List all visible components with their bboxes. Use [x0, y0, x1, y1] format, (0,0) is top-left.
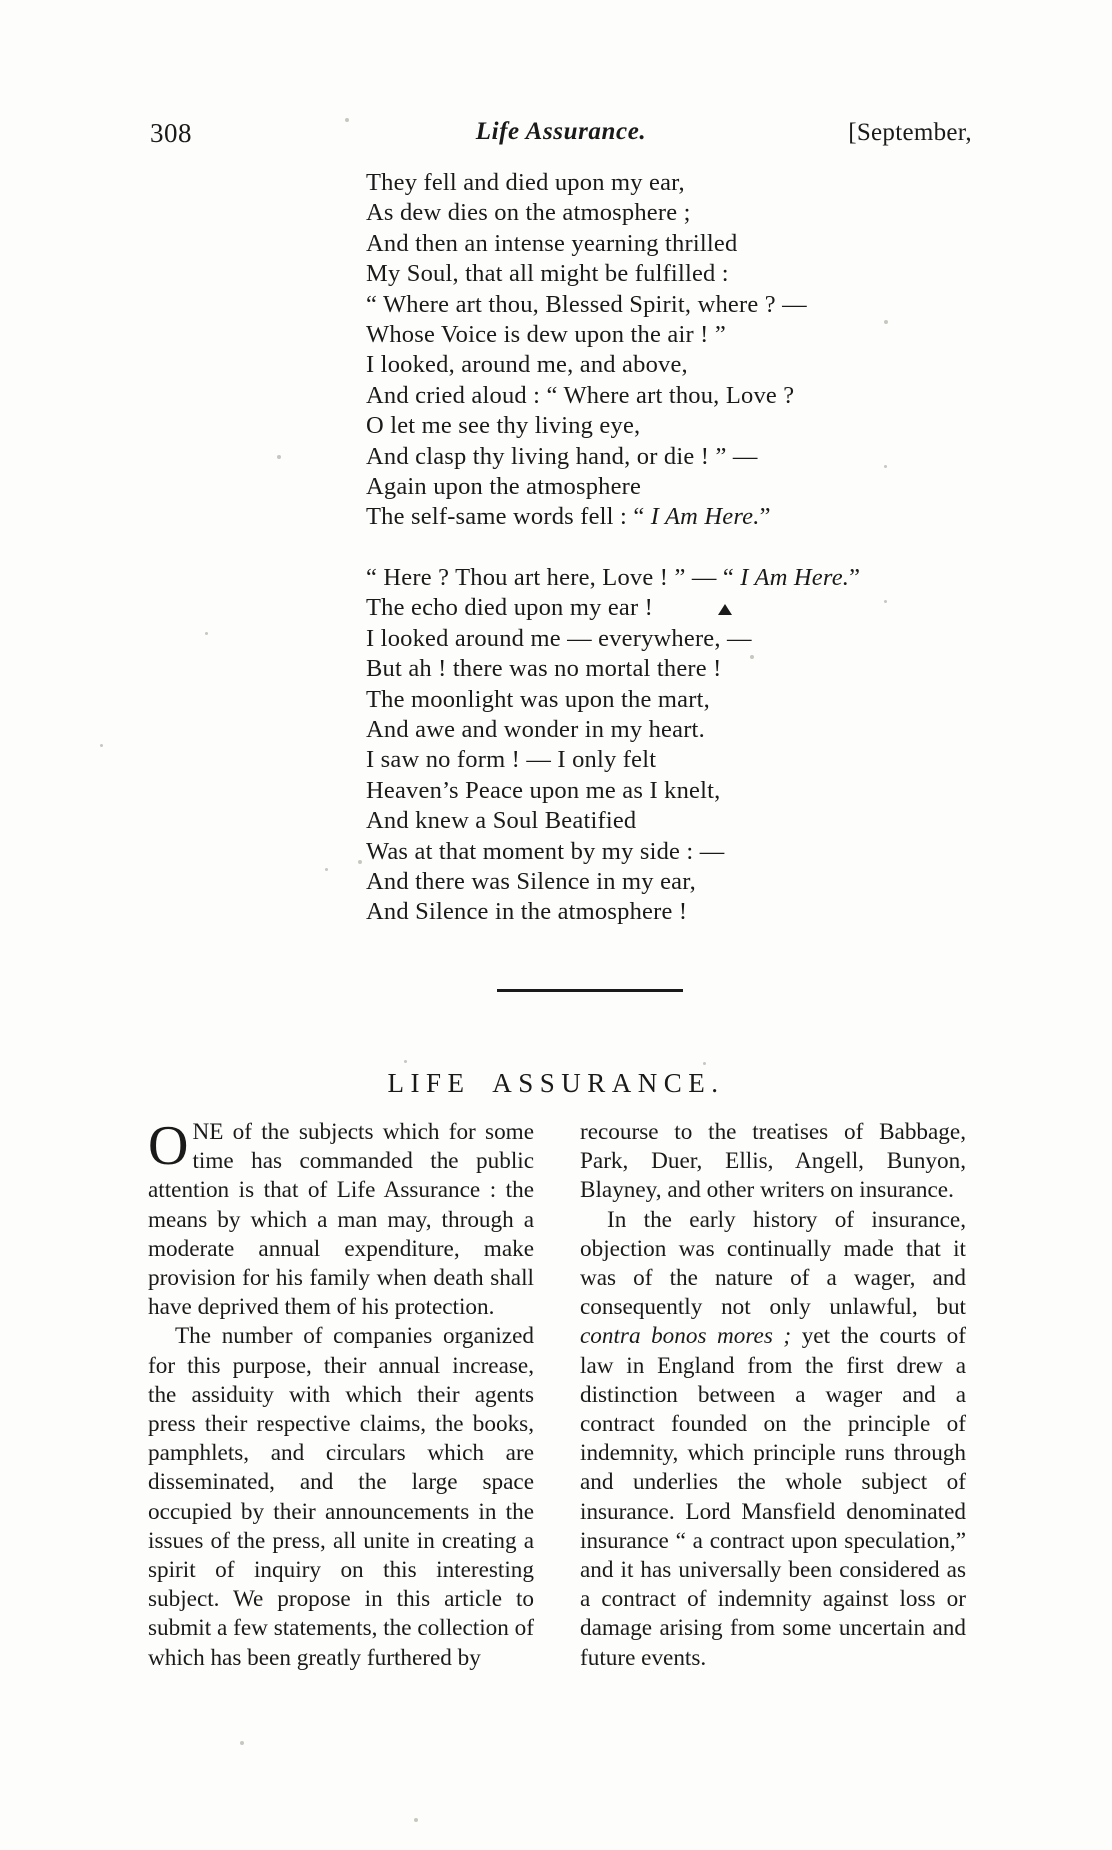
poem-line: I looked around me — everywhere, —	[366, 624, 752, 652]
poem-line: But ah ! there was no mortal there !	[366, 655, 722, 683]
poem	[366, 168, 966, 928]
poem-line: And cried aloud : “ Where art thou, Love ?	[366, 381, 795, 409]
poem-line: And Silence in the atmosphere !	[366, 898, 688, 926]
poem-line: And knew a Soul Beatified	[366, 807, 637, 835]
paper-speck	[240, 1741, 244, 1745]
article-body	[148, 1115, 966, 1673]
right-column	[580, 1118, 966, 1673]
poem-line: Was at that moment by my side : —	[366, 837, 725, 865]
poem-line: They fell and died upon my ear,	[366, 169, 685, 196]
poem-line: The echo died upon my ear !	[366, 594, 654, 622]
running-title: Life Assurance.	[475, 118, 647, 145]
paper-speck	[414, 1818, 418, 1822]
poem-line: The moonlight was upon the mart,	[366, 685, 710, 713]
poem-line: Heaven’s Peace upon me as I knelt,	[366, 776, 721, 804]
paper-speck	[358, 860, 362, 864]
poem-line: Again upon the atmosphere	[366, 473, 642, 501]
poem-line: I looked, around me, and above,	[366, 351, 688, 379]
poem-line: And then an intense yearning thrilled	[366, 229, 738, 257]
paper-speck	[100, 744, 103, 747]
paper-speck	[703, 1062, 706, 1065]
poem-line: And awe and wonder in my heart.	[366, 715, 705, 743]
page-number: 308	[150, 118, 192, 148]
poem-line: My Soul, that all might be fulfilled :	[366, 260, 729, 288]
paragraph: recourse to the treatises of Babbage, Park, Duer, Ellis, Angell, Bunyon, Blayney, and other writers on insurance.	[580, 1119, 966, 1204]
article-heading: LIFE ASSURANCE.	[387, 1068, 725, 1098]
drop-cap: O	[148, 1115, 189, 1177]
paragraph-text: NE of the subjects which for some time has commanded the public attention is that of Life Assurance : the means by which a man may, through a moderate annual expenditure, make provision for his family when death shall have deprived them of his protection.	[148, 1119, 534, 1321]
poem-line: “ Here ? Thou art here, Love ! ” — “ I Am Here.”	[366, 563, 861, 591]
paper-speck	[325, 868, 328, 871]
running-month: [September,	[848, 119, 972, 146]
poem-line: I saw no form ! — I only felt	[366, 746, 657, 774]
poem-stanza-2	[366, 563, 966, 928]
poem-line: Whose Voice is dew upon the air ! ”	[366, 321, 726, 349]
left-column	[148, 1115, 534, 1673]
paragraph: The number of companies organized for this purpose, their annual increase, the assiduity with which their agents press their respective claims, the books, pamphlets, and circulars which are disseminated, and the large space occupied by their announcements in the issues of the press, all unite in creating a spirit of inquiry on this interesting subject. We propose in this article to submit a few statements, the collection of which has been greatly furthered by	[148, 1323, 534, 1671]
section-divider	[497, 989, 683, 992]
paper-speck	[277, 455, 281, 459]
poem-line: And there was Silence in my ear,	[366, 867, 696, 895]
paragraph-text-cont: yet the courts of law in England from the first drew a distinction between a wager and a contract founded on the principle of indemnity, which principle runs through and underlies the whole subject of insurance. Lord Mansfield denominated insurance “ a contract upon speculation,” and it has universally been considered as a contract of indemnity against loss or damage arising from some uncertain and future events.	[580, 1323, 966, 1671]
poem-line: O let me see thy living eye,	[366, 412, 641, 440]
paragraph	[148, 1115, 534, 1322]
paragraph-text: In the early history of insurance, objection was continually made that it was of the nature of a wager, and consequently not only unlawful, but	[580, 1206, 966, 1321]
margin-arrow-mark	[718, 604, 732, 615]
poem-stanza-1	[366, 168, 966, 533]
latin-phrase: contra bonos mores ;	[580, 1323, 792, 1350]
paragraph	[580, 1206, 966, 1673]
poem-line: “ Where art thou, Blessed Spirit, where ? —	[366, 290, 807, 318]
poem-line: The self-same words fell : “ I Am Here.”	[366, 503, 771, 531]
poem-line: As dew dies on the atmosphere ;	[366, 199, 691, 227]
paper-speck	[205, 632, 208, 635]
running-head	[150, 118, 972, 152]
paper-speck	[404, 1060, 407, 1063]
poem-line: And clasp thy living hand, or die ! ” —	[366, 442, 758, 470]
